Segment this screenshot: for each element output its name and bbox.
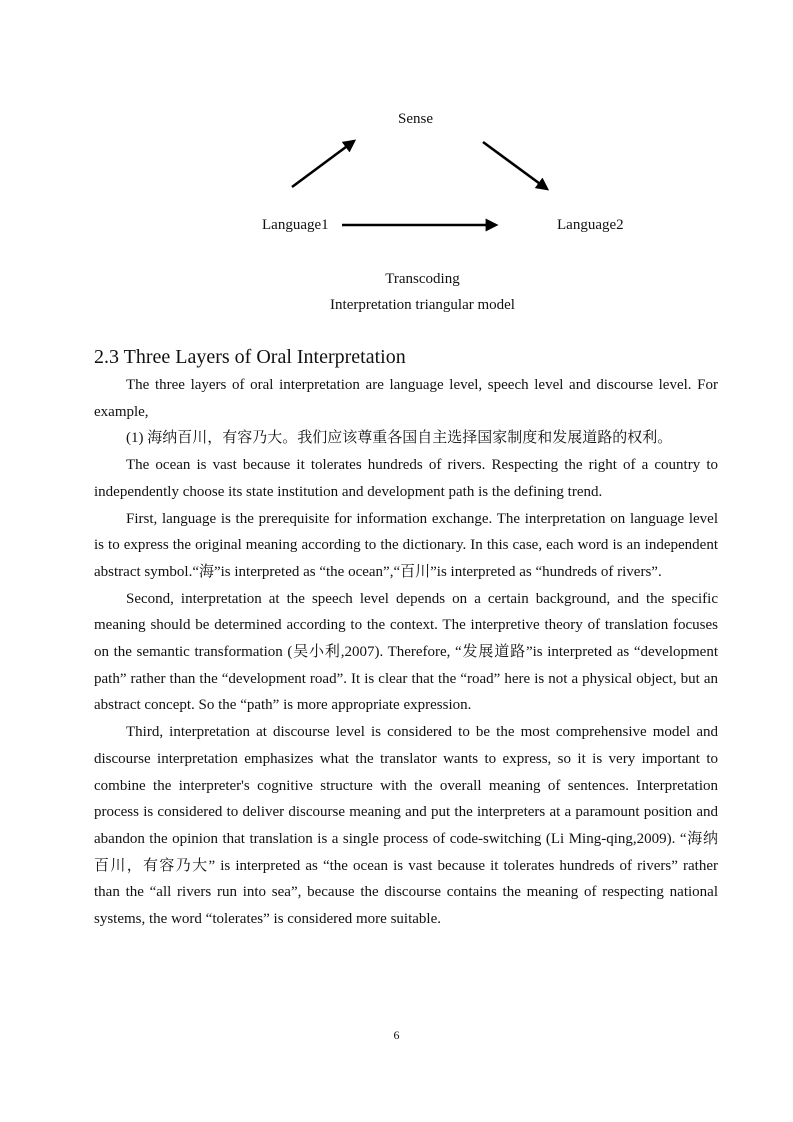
paragraph-intro: The three layers of oral interpretation are language level, speech level and discourse level. For example, — [94, 377, 718, 420]
paragraph-speech-level: Second, interpretation at the speech level depends on a certain background, and the specific meaning should be determined according to the context. The interpretive theory of translation focuses on the semantic transformation (吴小利,2007). Therefore, “发展道路”is interpreted as “development path” rather than the “development road”. It is clear that the “road” here is not a physical object, but an abstract concept. So the “path” is more appropriate expression. — [94, 590, 718, 714]
arrow-sense-to-language2 — [483, 142, 547, 189]
page-number: 6 — [393, 1028, 400, 1042]
section-heading: 2.3 Three Layers of Oral Interpretation — [94, 346, 406, 368]
diagram-caption: Interpretation triangular model — [330, 297, 515, 313]
transcoding-label: Transcoding — [385, 271, 460, 287]
language2-label: Language2 — [557, 217, 624, 233]
section-body — [94, 372, 718, 933]
paragraph-language-level: First, language is the prerequisite for information exchange. The interpretation on language level is to express the original meaning according to the dictionary. In this case, each word is an independent abstract symbol.“海”is interpreted as “the ocean”,“百川”is interpreted as “hundreds of rivers”. — [94, 510, 718, 580]
language1-label: Language1 — [262, 217, 329, 233]
paragraph-example-chinese: (1) 海纳百川，有容乃大。我们应该尊重各国自主选择国家制度和发展道路的权利。 — [126, 430, 673, 447]
arrow-language1-to-sense — [292, 141, 354, 187]
interpretation-triangle-diagram — [0, 0, 793, 330]
paragraph-discourse-level: Third, interpretation at discourse level is considered to be the most comprehensive model and discourse interpretation emphasizes what the translator wants to express, so it is very important to combine the interpreter's cognitive structure with the overall meaning of sentences. Interpretation process is considered to deliver discourse meaning and put the interpreters at a paramount position and abandon the opinion that translation is a single process of code-switching (Li Ming-qing,2009). “海纳百川，有容乃大” is interpreted as “the ocean is vast because it tolerates hundreds of rivers” rather than the “all rivers run into sea”, because the discourse contains the meaning of respecting national systems, the word “tolerates” is considered more suitable. — [94, 724, 718, 928]
paragraph-example-english: The ocean is vast because it tolerates hundreds of rivers. Respecting the right of a country to independently choose its state institution and development path is the defining trend. — [94, 457, 718, 500]
sense-label: Sense — [398, 111, 433, 127]
